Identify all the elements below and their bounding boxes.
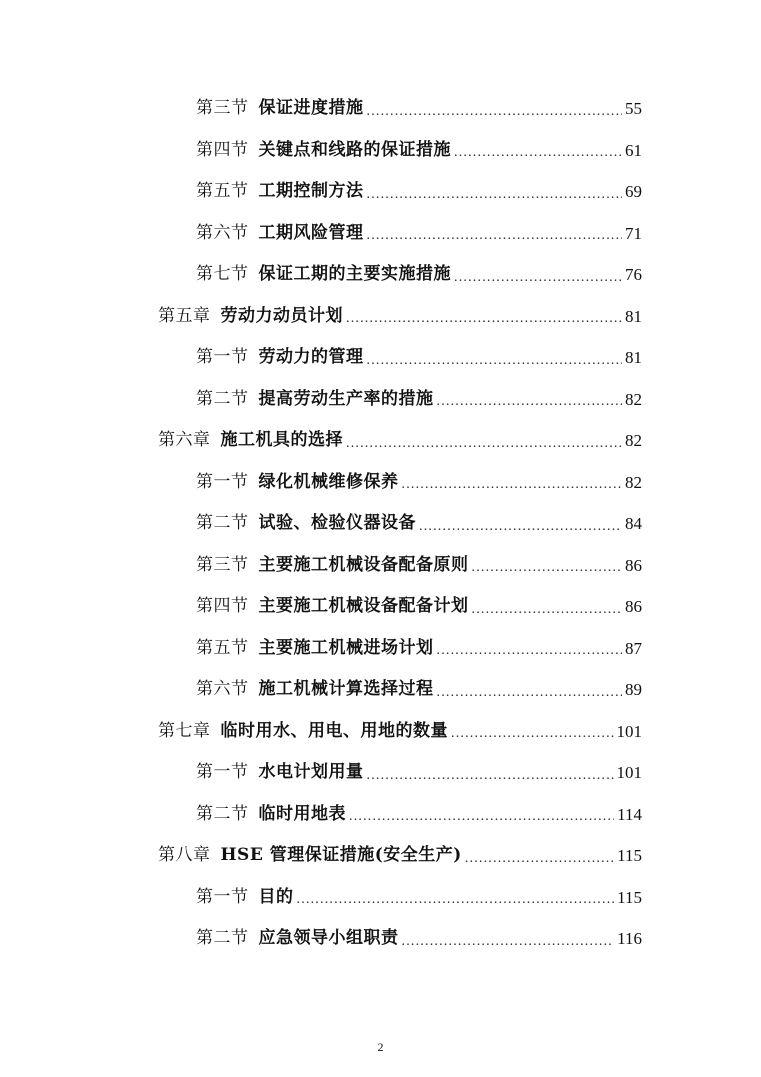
toc-entry-title: 主要施工机械设备配备原则	[258, 554, 469, 575]
toc-entry-page: 115	[617, 887, 642, 907]
toc-entry-page: 55	[625, 99, 642, 119]
toc-entry[interactable]	[0, 918, 642, 960]
dot-leader	[402, 935, 615, 949]
dot-leader	[367, 188, 623, 202]
toc-entry[interactable]	[0, 337, 642, 379]
toc-entry[interactable]	[0, 379, 642, 421]
toc-entry[interactable]	[0, 794, 642, 836]
dot-leader	[419, 520, 622, 534]
toc-entry[interactable]	[0, 752, 642, 794]
toc-entry-number: 第六章	[158, 430, 211, 451]
dot-leader	[465, 852, 614, 866]
dot-leader	[437, 395, 623, 409]
toc-entry-number: 第三节	[196, 98, 249, 119]
toc-entry[interactable]	[0, 628, 642, 670]
toc-entry-page: 69	[625, 182, 642, 202]
toc-entry-title: 工期控制方法	[258, 181, 364, 202]
toc-entry-page: 86	[625, 555, 642, 575]
toc-entry-number: 第五章	[158, 305, 211, 326]
toc-entry-page: 87	[625, 638, 642, 658]
dot-leader	[367, 769, 614, 783]
toc-entry-title: 保证工期的主要实施措施	[258, 264, 451, 285]
dot-leader	[367, 229, 623, 243]
toc-entry-page: 86	[625, 597, 642, 617]
toc-entry-page: 101	[616, 763, 642, 783]
toc-entry-number: 第四节	[196, 596, 249, 617]
toc-entry-number: 第五节	[196, 181, 249, 202]
toc-entry-number: 第二节	[196, 388, 249, 409]
toc-entry-page: 89	[625, 680, 642, 700]
toc-entry-title: 主要施工机械进场计划	[258, 637, 434, 658]
toc-entry-page: 76	[625, 265, 642, 285]
toc-entry-title: 施工机具的选择	[220, 430, 343, 451]
toc-entry-page: 84	[625, 514, 642, 534]
dot-leader	[367, 105, 623, 119]
toc-entry-title: 劳动力的管理	[258, 347, 364, 368]
toc-entry-page: 116	[617, 929, 642, 949]
toc-entry[interactable]	[0, 254, 642, 296]
toc-entry-title: 提高劳动生产率的措施	[258, 388, 434, 409]
toc-entry[interactable]	[0, 130, 642, 172]
toc-entry[interactable]	[0, 877, 642, 919]
toc-entry-title: 绿化机械维修保养	[258, 471, 399, 492]
toc-entry-number: 第二节	[196, 803, 249, 824]
dot-leader	[437, 644, 623, 658]
toc-entry-number: 第二节	[196, 928, 249, 949]
toc-entry-number: 第一节	[196, 471, 249, 492]
toc-entry-page: 82	[625, 389, 642, 409]
toc-entry-number: 第五节	[196, 637, 249, 658]
dot-leader	[451, 727, 614, 741]
dot-leader	[454, 271, 622, 285]
toc-entry-title: 试验、检验仪器设备	[258, 513, 416, 534]
dot-leader	[472, 603, 623, 617]
toc-entry-number: 第六节	[196, 679, 249, 700]
toc-chapter-entry[interactable]	[0, 296, 642, 338]
toc-entry-number: 第七节	[196, 264, 249, 285]
toc-entry-number: 第六节	[196, 222, 249, 243]
toc-entry[interactable]	[0, 586, 642, 628]
toc-entry-number: 第一节	[196, 886, 249, 907]
toc-chapter-entry[interactable]	[0, 711, 642, 753]
toc-entry-page: 82	[625, 472, 642, 492]
toc-entry-page: 82	[625, 431, 642, 451]
toc-entry[interactable]	[0, 545, 642, 587]
toc-entry-page: 114	[617, 804, 642, 824]
toc-entry-title: 水电计划用量	[258, 762, 364, 783]
toc-entry-title: 保证进度措施	[258, 98, 364, 119]
toc-entry-title: 目的	[258, 886, 294, 907]
toc-entry-number: 第七章	[158, 720, 211, 741]
toc-entry-page: 81	[625, 306, 642, 326]
toc-entry[interactable]	[0, 213, 642, 255]
toc-entry-title: HSE 管理保证措施(安全生产)	[220, 845, 462, 866]
toc-entry-page: 71	[625, 223, 642, 243]
toc-entry[interactable]	[0, 88, 642, 130]
toc-entry-title: 关键点和线路的保证措施	[258, 139, 451, 160]
toc-entry-page: 81	[625, 348, 642, 368]
toc-entry-title: 工期风险管理	[258, 222, 364, 243]
dot-leader	[402, 478, 623, 492]
toc-entry-title: 劳动力动员计划	[220, 305, 343, 326]
table-of-contents	[0, 88, 761, 960]
toc-chapter-entry[interactable]	[0, 835, 642, 877]
toc-entry-title: 主要施工机械设备配备计划	[258, 596, 469, 617]
toc-entry-page: 101	[616, 721, 642, 741]
toc-chapter-entry[interactable]	[0, 420, 642, 462]
toc-entry-number: 第三节	[196, 554, 249, 575]
toc-entry-number: 第八章	[158, 845, 211, 866]
toc-entry-number: 第一节	[196, 762, 249, 783]
toc-entry[interactable]	[0, 462, 642, 504]
toc-entry-title: 施工机械计算选择过程	[258, 679, 434, 700]
toc-entry-title: 应急领导小组职责	[258, 928, 399, 949]
dot-leader	[346, 312, 622, 326]
toc-entry-number: 第四节	[196, 139, 249, 160]
toc-entry[interactable]	[0, 669, 642, 711]
dot-leader	[367, 354, 623, 368]
dot-leader	[297, 893, 615, 907]
toc-entry[interactable]	[0, 171, 642, 213]
dot-leader	[346, 437, 622, 451]
toc-entry-number: 第二节	[196, 513, 249, 534]
footer-page-number: 2	[377, 1040, 384, 1054]
toc-entry-number: 第一节	[196, 347, 249, 368]
toc-entry-title: 临时用地表	[258, 803, 346, 824]
dot-leader	[472, 561, 623, 575]
dot-leader	[454, 146, 622, 160]
toc-entry-page: 61	[625, 140, 642, 160]
dot-leader	[437, 686, 623, 700]
toc-entry-title: 临时用水、用电、用地的数量	[220, 720, 448, 741]
toc-entry-page: 115	[617, 846, 642, 866]
toc-entry[interactable]	[0, 503, 642, 545]
dot-leader	[349, 810, 614, 824]
